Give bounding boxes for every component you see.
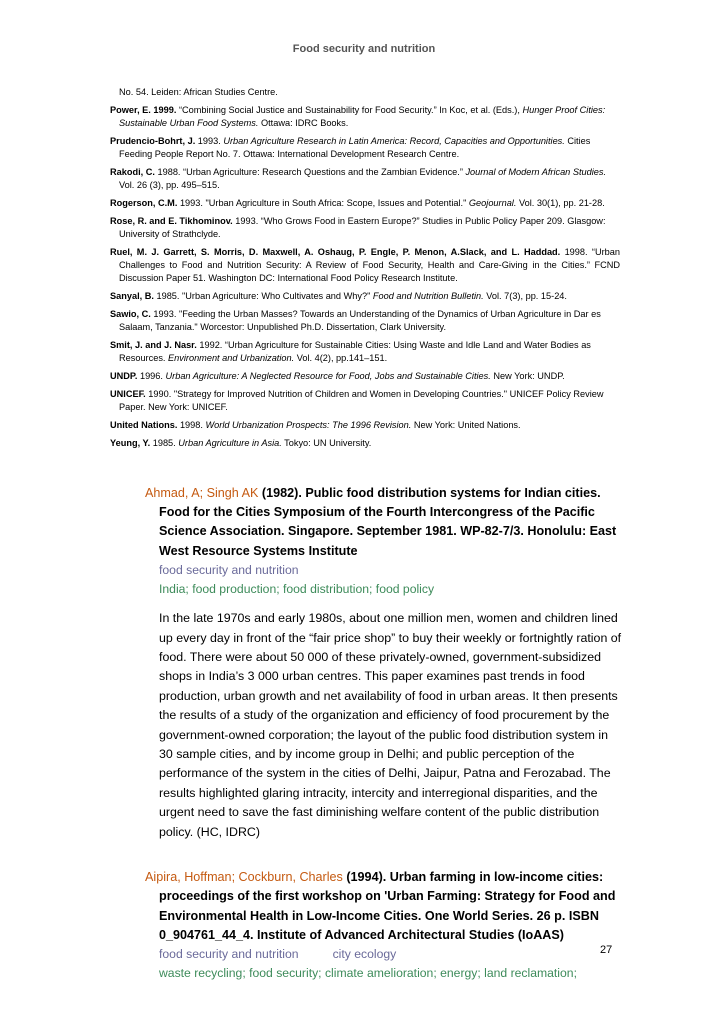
bibliography-entries xyxy=(145,484,625,983)
entry-headline xyxy=(145,484,625,561)
entry-authors: Aipira, Hoffman; Cockburn, Charles xyxy=(145,870,343,885)
reference-item: UNDP. 1996. Urban Agriculture: A Neglected Resource for Food, Jobs and Sustainable Cities. New York: UNDP. xyxy=(110,371,565,381)
entry-keywords: India; food production; food distribution; food policy xyxy=(159,582,435,597)
reference-item: Rakodi, C. 1988. “Urban Agriculture: Research Questions and the Zambian Evidence.” Journal of Modern African Studies. Vol. 26 (3), pp. 495–515. xyxy=(110,167,607,191)
entry-title: (1982). Public food distribution systems for Indian cities. Food for the Cities Symposium of the Fourth Intercongress of the Pacific Science Association. Singapore. September 1981. WP-82-7/3. Honolulu: East West Resource Systems Institute xyxy=(159,486,617,558)
bibliography-entry xyxy=(145,868,625,983)
entry-title: (1994). Urban farming in low-income cities: proceedings of the first workshop on 'Urban Farming: Strategy for Food and Environmental Health in Low-Income Cities. One World Series. 26 p. ISBN 0_904761_44_4. Institute of Advanced Architectural Studies (IoAAS) xyxy=(159,870,616,942)
reference-item: Prudencio-Bohrt, J. 1993. Urban Agriculture Research in Latin America: Record, Capacities and Opportunities. Cities Feeding People Report No. 7. Ottawa: International Development Research Centre. xyxy=(110,136,591,160)
entry-category: food security and nutrition xyxy=(159,562,299,577)
reference-item: Sanyal, B. 1985. "Urban Agriculture: Who Cultivates and Why?" Food and Nutrition Bulletin. Vol. 7(3), pp. 15-24. xyxy=(110,291,567,302)
reference-item: Ruel, M. J. Garrett, S. Morris, D. Maxwell, A. Oshaug, P. Engle, P. Menon, A.Slack, and L. Haddad. 1998. “Urban Challenges to Food and Nutrition Security: A Review of Food Security, Health and Care-Giving in the Cities.” FCND Discussion Paper 51. Washington DC: International Food Policy Research Institute. xyxy=(110,247,620,284)
reference-item: Power, E. 1999. “Combining Social Justice and Sustainability for Food Security.” In Koc, et al. (Eds.), Hunger Proof Cities: Sustainable Urban Food Systems. Ottawa: IDRC Books. xyxy=(110,105,606,129)
entry-headline xyxy=(145,868,625,945)
entry-category: food security and nutrition xyxy=(159,946,299,961)
entry-authors: Ahmad, A; Singh AK xyxy=(145,486,259,500)
reference-item: Rogerson, C.M. 1993. "Urban Agriculture in South Africa: Scope, Issues and Potential." Geojournal. Vol. 30(1), pp. 21-28. xyxy=(110,198,605,209)
reference-item: United Nations. 1998. World Urbanization Prospects: The 1996 Revision. New York: United Nations. xyxy=(110,419,521,430)
entry-categories xyxy=(145,945,625,964)
entry-category: city ecology xyxy=(332,946,397,961)
reference-continuation: No. 54. Leiden: African Studies Centre. xyxy=(119,87,278,97)
reference-item: UNICEF. 1990. "Strategy for Improved Nutrition of Children and Women in Developing Countries." UNICEF Policy Review Paper. New York: UNICEF. xyxy=(110,388,604,412)
page-number: 27 xyxy=(600,944,613,956)
reference-item: Rose, R. and E. Tikhominov. 1993. “Who Grows Food in Eastern Europe?” Studies in Public Policy Paper 209. Glasgow: University of Strathclyde. xyxy=(110,216,606,240)
reference-item: Smit, J. and J. Nasr. 1992. “Urban Agriculture for Sustainable Cities: Using Waste and Idle Land and Water Bodies as Resources. Environment and Urbanization. Vol. 4(2), pp.141–151. xyxy=(110,340,591,364)
entry-keywords: waste recycling; food security; climate amelioration; energy; land reclamation; xyxy=(159,966,577,981)
bibliography-entry xyxy=(145,484,625,842)
reference-item: Sawio, C. 1993. "Feeding the Urban Masses? Towards an Understanding of the Dynamics of Urban Agriculture in Dar es Salaam, Tanzania." Worcestor: Unpublished Ph.D. Dissertation, Clark University. xyxy=(110,309,601,333)
reference-item: Yeung, Y. 1985. Urban Agriculture in Asia. Tokyo: UN University. xyxy=(110,437,372,448)
running-header: Food security and nutrition xyxy=(292,43,436,55)
entry-abstract: In the late 1970s and early 1980s, about one million men, women and children lined up every day in front of the “fair price shop” to buy their weekly or fortnightly ration of food. There were about 50 000 of these privately-owned, government-subsidized shops in India’s 3 000 urban centres. This paper examines past trends in food production, urban growth and net availability of food in urban areas. It then presents the results of a study of the organization and efficiency of food procurement by the government-owned corporation; the layout of the public food distribution system in 30 sample cities, and by income group in Delhi; and public perception of the performance of the system in the cities of Delhi, Jaipur, Patna and Ferozabad. The results highlighted glaring intracity, intercity and interregional disparities, and the urgent need to save the fast diminishing welfare content of the public distribution policy. (HC, IDRC) xyxy=(159,611,622,839)
reference-list xyxy=(110,86,620,454)
